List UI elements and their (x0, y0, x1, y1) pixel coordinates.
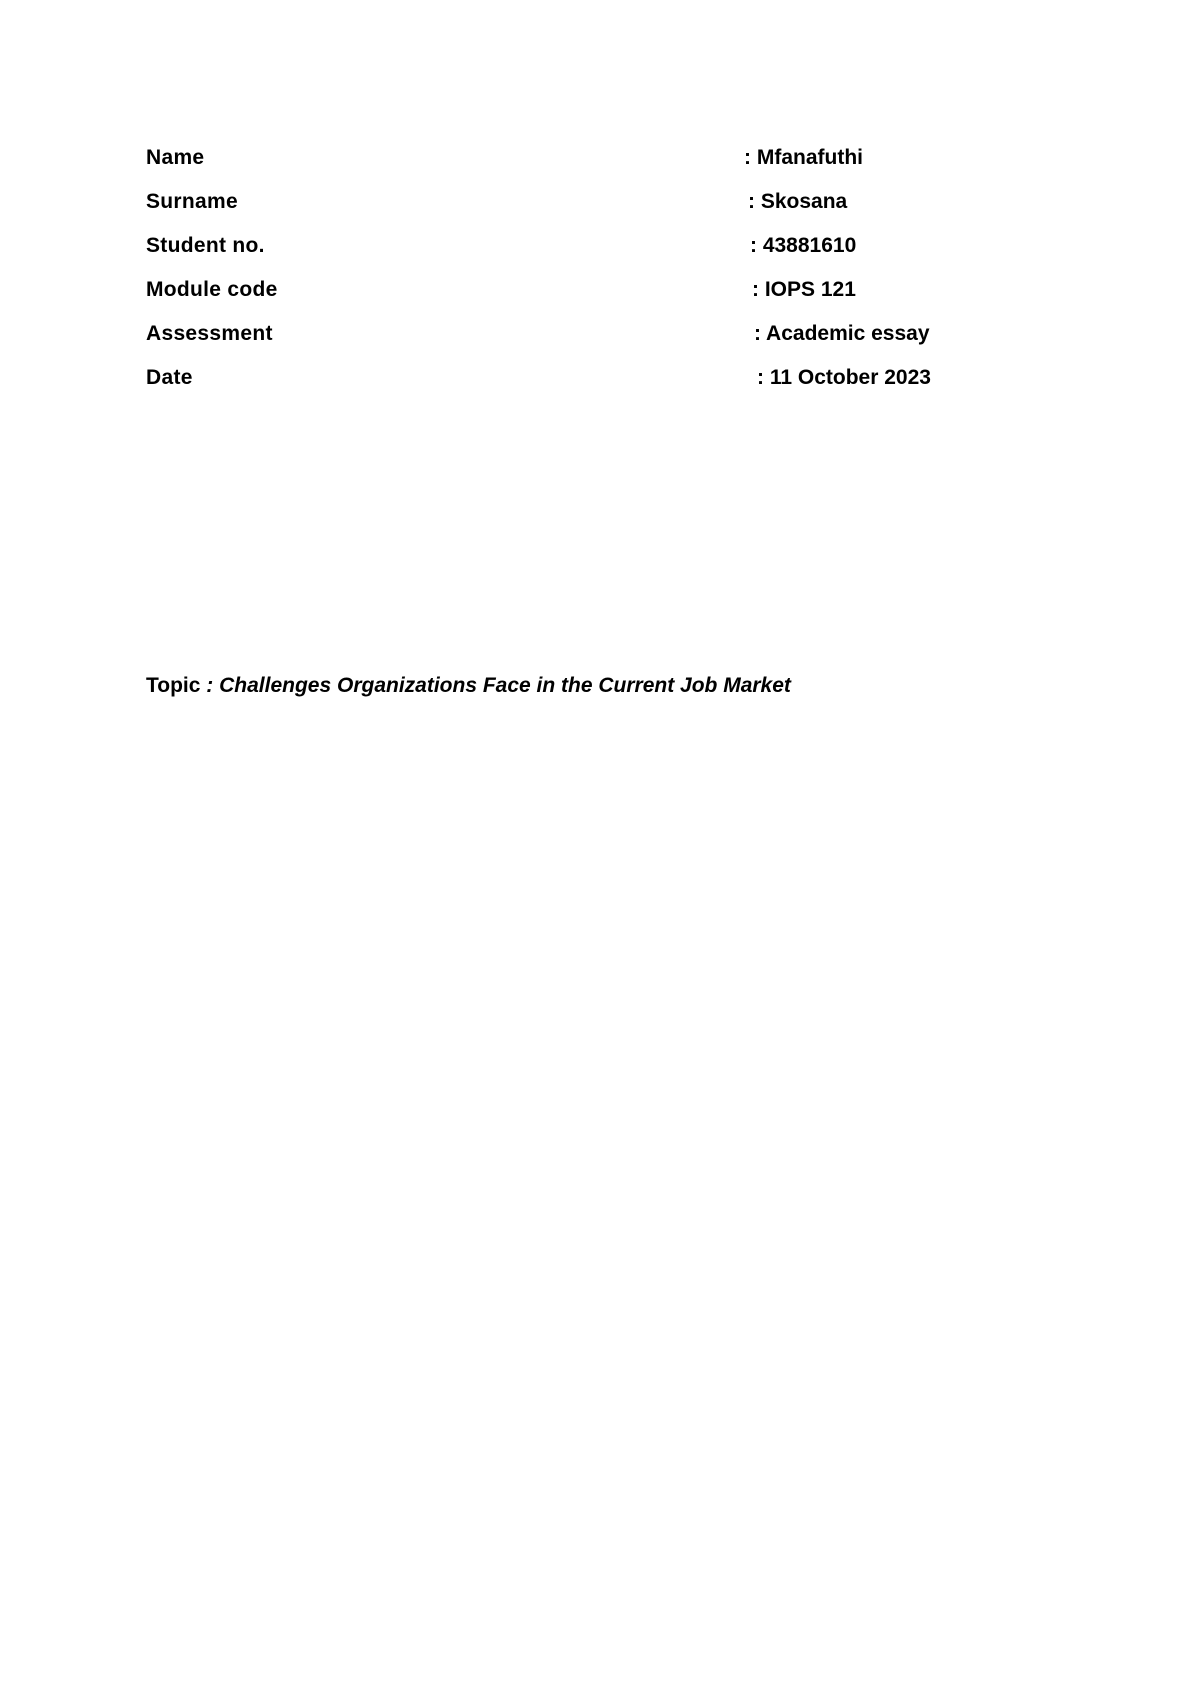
field-value: : 43881610 (750, 234, 857, 257)
field-label: Assessment (146, 322, 273, 345)
field-value: : Mfanafuthi (744, 146, 863, 169)
topic-title: : Challenges Organizations Face in the Current Job Market (206, 674, 791, 697)
field-label: Date (146, 366, 193, 389)
field-label: Surname (146, 190, 238, 213)
field-value: : Academic essay (754, 322, 930, 345)
field-assessment (146, 319, 1046, 349)
field-student-number (146, 231, 1046, 261)
topic-label: Topic (146, 674, 201, 697)
field-value: : IOPS 121 (752, 278, 856, 301)
field-label: Module code (146, 278, 278, 301)
field-surname (146, 187, 1046, 217)
field-label: Name (146, 146, 205, 169)
field-value: : 11 October 2023 (757, 366, 931, 389)
field-name (146, 143, 1046, 173)
field-label: Student no. (146, 234, 265, 257)
topic-line (146, 671, 791, 701)
field-module-code (146, 275, 1046, 305)
field-value: : Skosana (748, 190, 848, 213)
field-date (146, 363, 1046, 393)
